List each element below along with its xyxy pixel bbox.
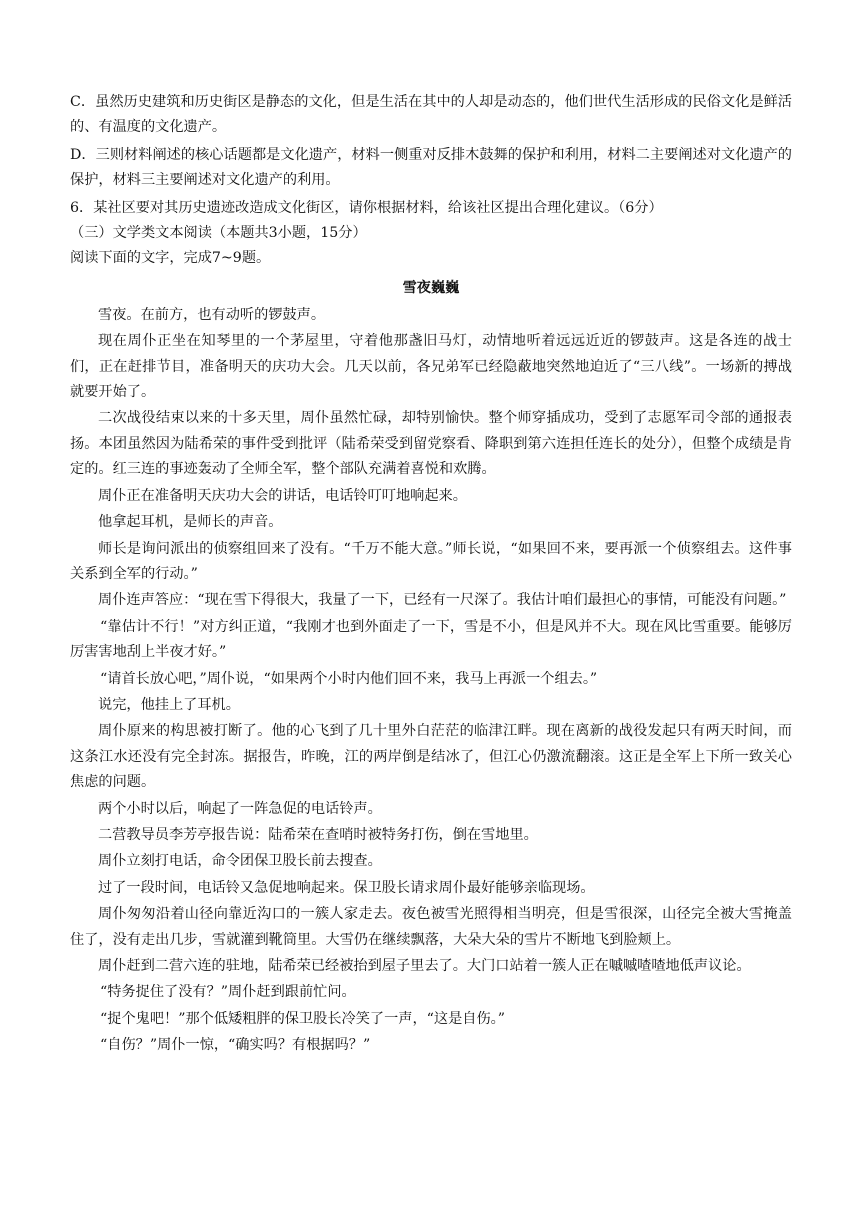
story-paragraph: 周仆正在准备明天庆功大会的讲话，电话铃叮叮地响起来。	[98, 487, 467, 504]
story-paragraph: 二次战役结束以来的十多天里，周仆虽然忙碌，却特别愉快。整个师穿插成功，受到了志愿军司令部的通报表扬。本团虽然因为陆希荣的事件受到批评（陆希荣受到留党察看、降职到第六连担任连长的处分），但整个成绩是肯定的。红三连的事迹轰动了全师全军，整个部队充满着喜悦和欢腾。	[70, 410, 792, 478]
question-6: 6．某社区要对其历史遗迹改造成文化街区，请你根据材料，给该社区提出合理化建议。（6分）	[70, 199, 663, 216]
story-paragraph: 师长是询问派出的侦察组回来了没有。“千万不能大意。”师长说，“如果回不来，要再派一个侦察组去。这件事关系到全军的行动。”	[70, 540, 792, 582]
story-paragraph: 过了一段时间，电话铃又急促地响起来。保卫股长请求周仆最好能够亲临现场。	[98, 879, 595, 896]
story-paragraph: 现在周仆正坐在知琴里的一个茅屋里，守着他那盏旧马灯，动情地听着远远近近的锣鼓声。这是各连的战士们，正在赶排节目，准备明天的庆功大会。几天以前，各兄弟军已经隐蔽地突然地迫近了“三八线”。一场新的搏战就要开始了。	[70, 333, 792, 401]
story-paragraph: 雪夜。在前方，也有动听的锣鼓声。	[98, 306, 326, 323]
story-paragraph: “请首长放心吧，”周仆说，“如果两个小时内他们回不来，我马上再派一个组去。”	[100, 670, 598, 687]
story-paragraph: 说完，他挂上了耳机。	[98, 696, 240, 713]
story-paragraph: 周仆赶到二营六连的驻地，陆希荣已经被抬到屋子里去了。大门口站着一簇人正在嘁嘁喳喳地低声议论。	[98, 958, 751, 974]
option-d: D．三则材料阐述的核心话题都是文化遗产，材料一侧重对反排木鼓舞的保护和利用，材料二主要阐述对文化遗产的保护，材料三主要阐述对文化遗产的利用。	[70, 146, 792, 189]
document-page	[70, 90, 792, 1059]
story-paragraph: 两个小时以后，响起了一阵急促的电话铃声。	[98, 800, 382, 817]
story-paragraph: “自伤？”周仆一惊，“确实吗？有根据吗？”	[100, 1037, 371, 1054]
reading-instruction: 阅读下面的文字，完成7~9题。	[70, 250, 271, 267]
section-heading: （三）文学类文本阅读（本题共3小题，15分）	[70, 225, 367, 242]
story-paragraph: 周仆匆匆沿着山径向靠近沟口的一簇人家走去。夜色被雪光照得相当明亮，但是雪很深，山径完全被大雪掩盖住了，没有走出几步，雪就灌到靴筒里。大雪仍在继续飘落，大朵大朵的雪片不断地飞到脸颊上。	[70, 906, 792, 948]
story-paragraph: “靠估计不行！”对方纠正道，“我刚才也到外面走了一下，雪是不小，但是风并不大。现在风比雪重要。能够厉厉害害地刮上半夜才好。”	[70, 618, 792, 661]
story-paragraph: 周仆连声答应：“现在雪下得很大，我量了一下，已经有一尺深了。我估计咱们最担心的事情，可能没有问题。”	[98, 592, 787, 609]
story-paragraph: 二营教导员李芳亭报告说：陆希荣在查哨时被特务打伤，倒在雪地里。	[98, 826, 538, 843]
story-paragraph: “特务捉住了没有？”周仆赶到跟前忙问。	[100, 984, 356, 1001]
option-c: C．虽然历史建筑和历史街区是静态的文化，但是生活在其中的人却是动态的，他们世代生活形成的民俗文化是鲜活的、有温度的文化遗产。	[70, 94, 792, 136]
story-title: 雪夜巍巍	[402, 279, 460, 296]
story-paragraph: 周仆原来的构思被打断了。他的心飞到了几十里外白茫茫的临津江畔。现在离新的战役发起只有两天时间，而这条江水还没有完全封冻。据报告，昨晚，江的两岸倒是结冰了，但江心仍激流翻滚。这正是全军上下所一致关心焦虑的问题。	[70, 723, 792, 791]
story-paragraph: 周仆立刻打电话，命令团保卫股长前去搜查。	[98, 853, 382, 870]
story-paragraph: 他拿起耳机，是师长的声音。	[98, 514, 283, 531]
story-paragraph: “捉个鬼吧！”那个低矮粗胖的保卫股长冷笑了一声，“这是自伤。”	[100, 1010, 505, 1027]
